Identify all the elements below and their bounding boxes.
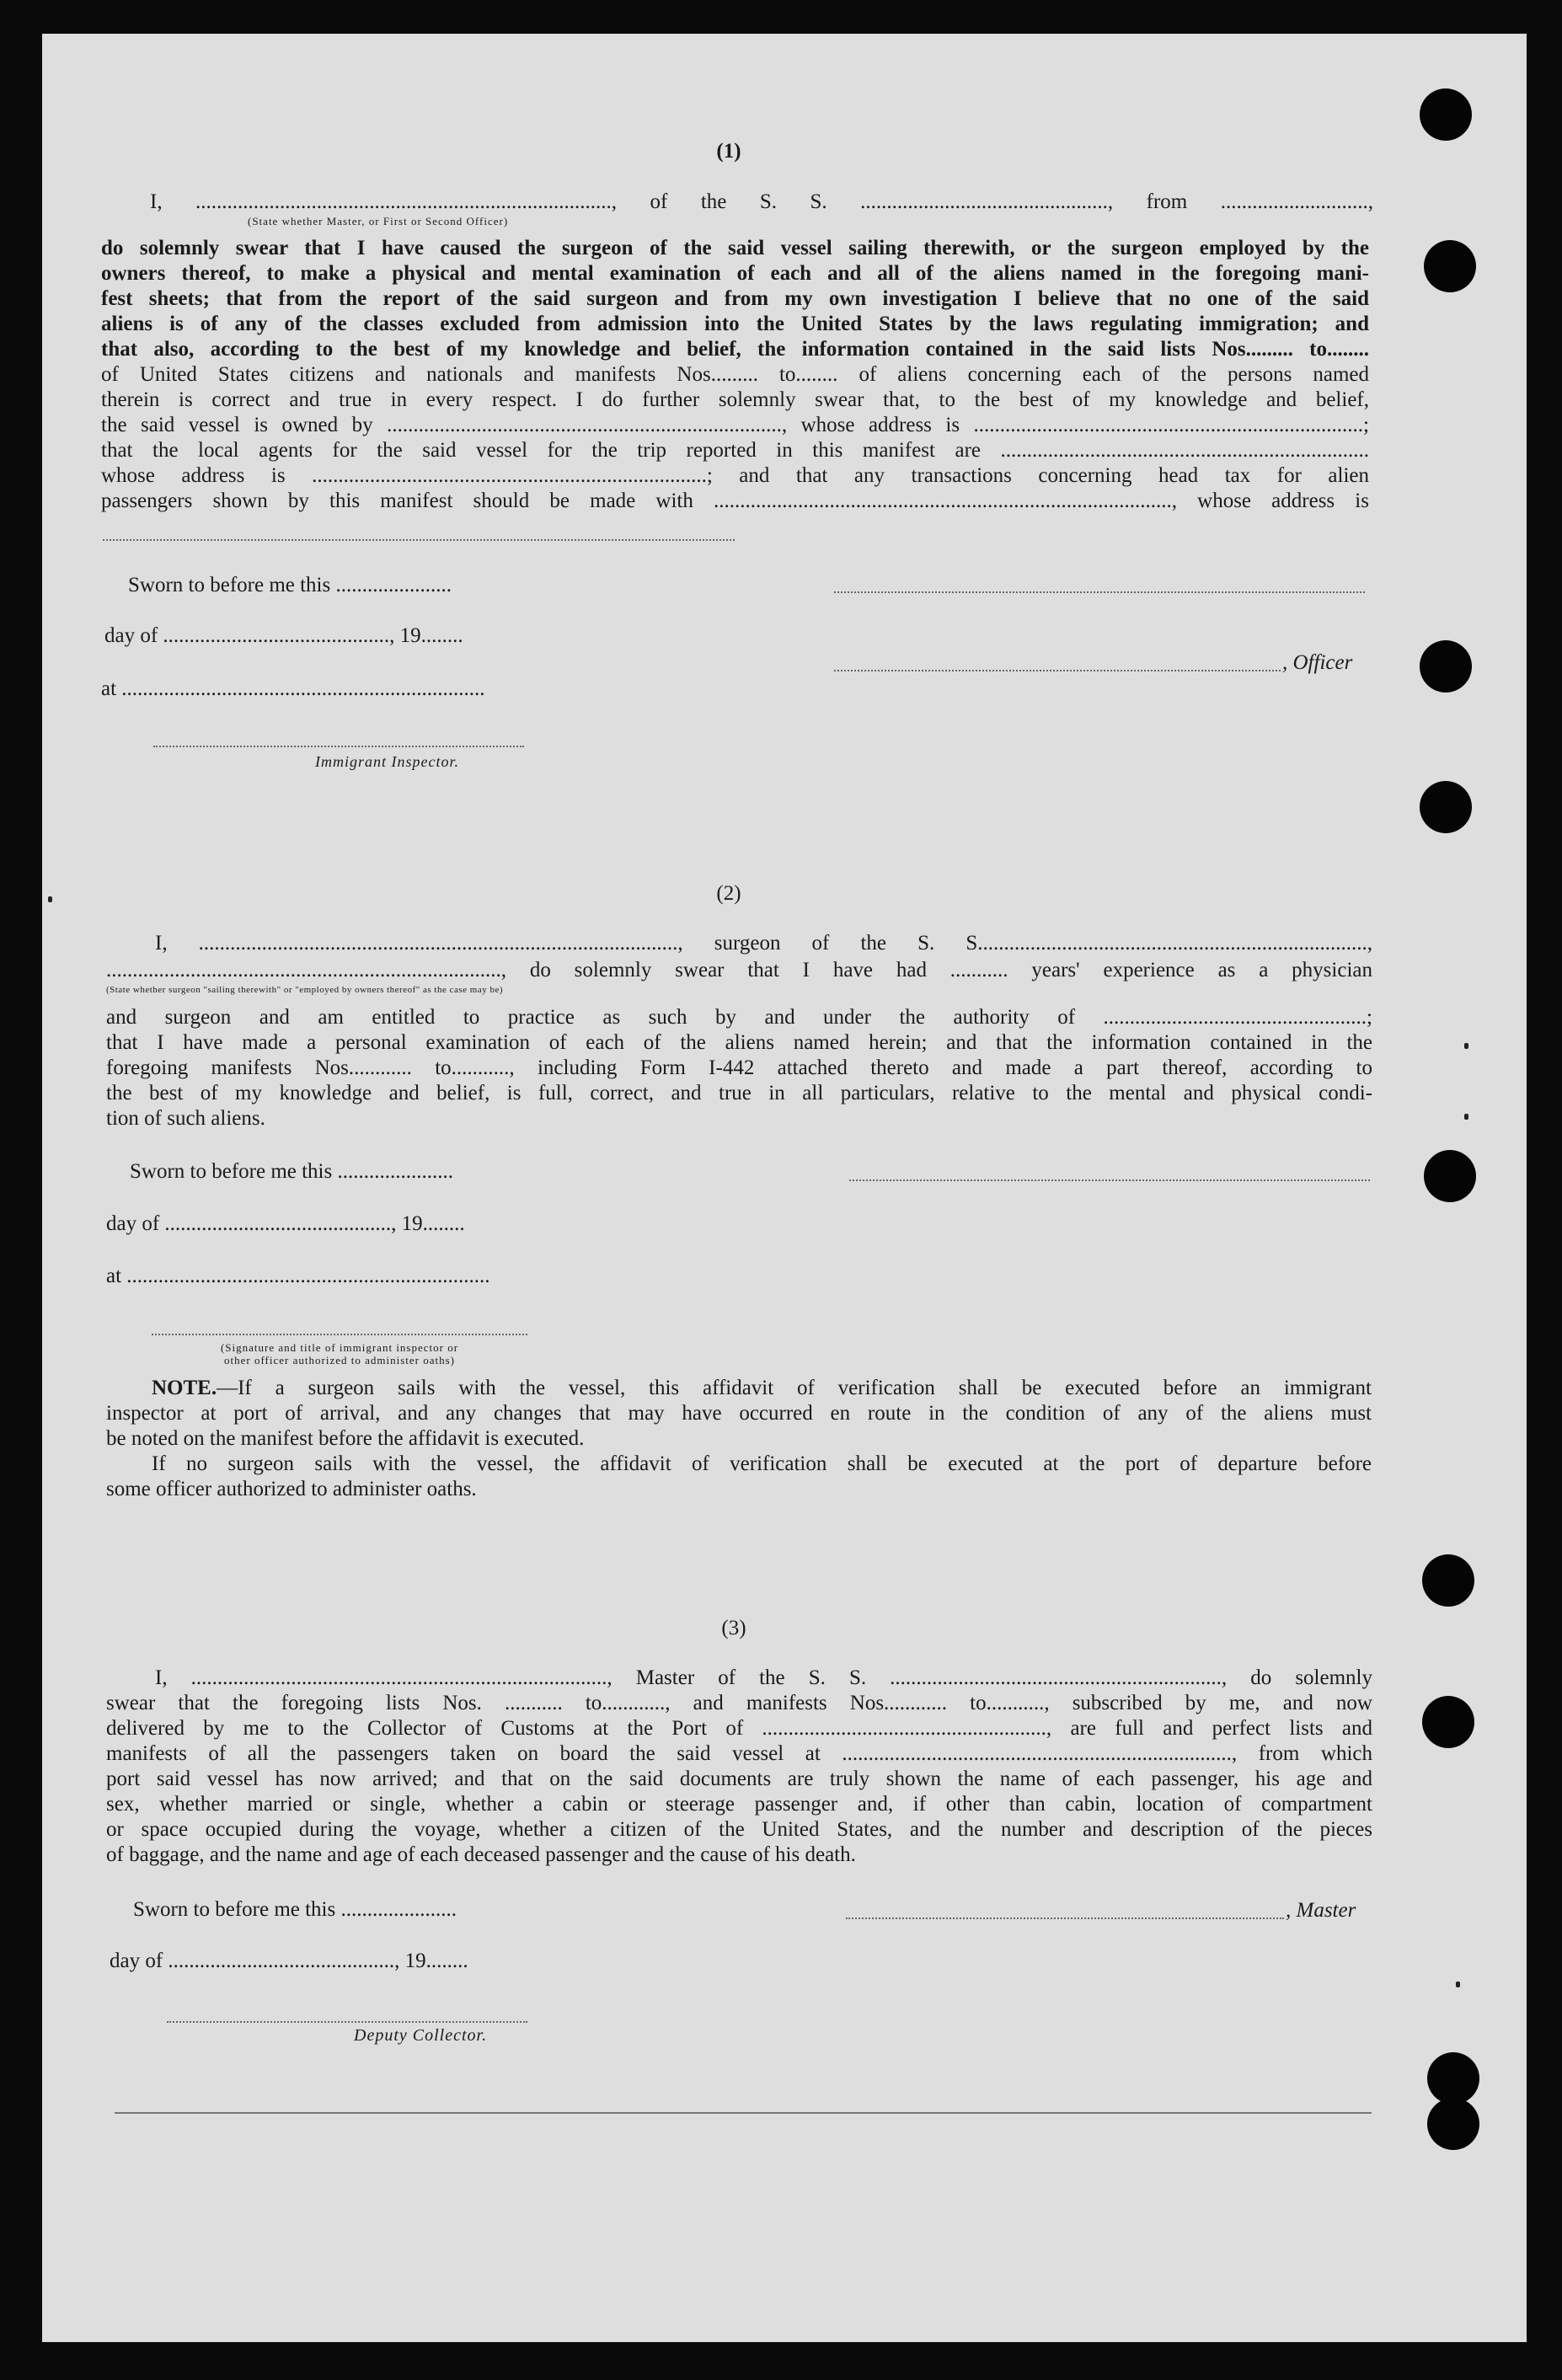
punch-hole	[1424, 240, 1476, 292]
bottom-rule	[115, 2112, 1372, 2114]
section-3-body	[106, 1666, 1372, 1868]
s2-line: that I have made a personal examination of each of the aliens named herein; and that the information contained in the	[106, 1031, 1372, 1054]
s2-note-line: inspector at port of arrival, and any changes that may have occurred en route in the condition of any of the aliens must	[106, 1402, 1372, 1425]
section-2-line1: I, ..........................................................................................., surgeon of the S. S..........................................................................,	[155, 932, 1372, 955]
section-1-line1: I, ..............................................................................., of the S. S. ..............................................., from ............................,	[150, 190, 1373, 213]
s3-master-line	[846, 1917, 1284, 1919]
section-2-line2: ..........................................................................., do solemnly swear that I have had ........... years' experience as a physician	[106, 959, 1372, 981]
s2-line: the best of my knowledge and belief, is full, correct, and true in all particulars, relative to the mental and physical condi-	[106, 1082, 1372, 1104]
punch-hole	[1420, 781, 1472, 833]
s1-inspector-line	[153, 746, 524, 747]
s2-line: and surgeon and am entitled to practice as such by and under the authority of ..................................................;	[106, 1006, 1372, 1029]
s3-master-label: , Master	[1286, 1899, 1356, 1922]
speck	[48, 896, 52, 902]
s2-signature-line	[849, 1179, 1370, 1181]
s2-sig-caption	[152, 1341, 527, 1366]
s3-line: or space occupied during the voyage, whether a citizen of the United States, and the number and description of the pieces	[106, 1818, 1372, 1841]
s1-line: owners thereof, to make a physical and mental examination of each and all of the aliens named in the foregoing mani-	[101, 262, 1369, 285]
s1-line: aliens is of any of the classes excluded from admission into the United States by the laws regulating immigration; and	[101, 313, 1369, 335]
punch-hole	[1420, 640, 1472, 693]
section-3-number: (3)	[721, 1617, 746, 1639]
s3-line: manifests of all the passengers taken on board the said vessel at .........................................................................., from which	[106, 1742, 1372, 1765]
s3-sworn: Sworn to before me this ......................	[133, 1898, 457, 1921]
s1-line: the said vessel is owned by ..........................................................................., whose address is ..........................................................................;	[101, 414, 1369, 436]
speck	[1456, 1982, 1460, 1987]
s3-collector-label: Deputy Collector.	[354, 2026, 488, 2045]
s3-line: swear that the foregoing lists Nos. ........... to............, and manifests Nos............ to..........., subscribed by me, and now	[106, 1692, 1372, 1714]
s2-note-line: be noted on the manifest before the affidavit is executed.	[106, 1427, 585, 1450]
s2-inspector-line	[152, 1334, 527, 1335]
s1-inspector-label: Immigrant Inspector.	[315, 753, 459, 770]
s2-note-line	[106, 1376, 1372, 1401]
section-1-body	[101, 236, 1369, 514]
note-text: —If a surgeon sails with the vessel, this affidavit of verification shall be executed before an immigrant	[217, 1377, 1372, 1399]
s2-note-line: some officer authorized to administer oaths.	[106, 1478, 477, 1500]
punch-hole	[1427, 2098, 1479, 2150]
section-2-body	[106, 1005, 1372, 1131]
punch-hole	[1424, 1150, 1476, 1202]
s1-line: of United States citizens and nationals and manifests Nos......... to........ of aliens concerning each of the persons named	[101, 363, 1369, 386]
speck	[1464, 1043, 1468, 1049]
s2-note	[106, 1376, 1372, 1502]
s1-line: do solemnly swear that I have caused the surgeon of the said vessel sailing therewith, or the surgeon employed by the	[101, 237, 1369, 259]
s1-day: day of ..........................................., 19........	[104, 624, 463, 647]
s3-line: of baggage, and the name and age of each deceased passenger and the cause of his death.	[106, 1843, 856, 1866]
speck	[1464, 1114, 1468, 1120]
punch-hole	[1422, 1696, 1474, 1748]
s2-day: day of ..........................................., 19........	[106, 1212, 465, 1235]
s2-note-line: If no surgeon sails with the vessel, the affidavit of verification shall be executed at the port of departure before	[152, 1452, 1372, 1475]
s2-sig-caption-line: (Signature and title of immigrant inspector or	[220, 1341, 459, 1354]
s2-sworn: Sworn to before me this ......................	[130, 1160, 453, 1183]
s1-line: that the local agents for the said vessel for the trip reported in this manifest are ......................................................................	[101, 439, 1369, 462]
section-2-number: (2)	[716, 882, 741, 905]
s1-officer-label: , Officer	[1282, 651, 1353, 674]
punch-hole	[1422, 1554, 1474, 1607]
s1-line: passengers shown by this manifest should be made with ......................................................................................., whose address is	[101, 489, 1369, 512]
s3-day: day of ..........................................., 19........	[110, 1949, 468, 1972]
s1-officer-line	[834, 670, 1281, 671]
s1-continuation-line	[103, 539, 735, 541]
s3-collector-line	[167, 2021, 527, 2023]
s3-line: I, ..............................................................................., Master of the S. S. ..............................................................., do solemnly	[155, 1666, 1372, 1689]
punch-hole	[1427, 2052, 1479, 2105]
s2-line: tion of such aliens.	[106, 1107, 265, 1130]
s1-at: at .....................................................................	[101, 677, 485, 700]
s2-at: at .....................................................................	[106, 1265, 490, 1287]
s1-line: therein is correct and true in every respect. I do further solemnly swear that, to the best of my knowledge and belief,	[101, 388, 1369, 411]
s1-signature-line	[834, 591, 1365, 593]
s2-line: foregoing manifests Nos............ to..........., including Form I-442 attached thereto and made a part thereof, according to	[106, 1056, 1372, 1079]
s1-line: that also, according to the best of my knowledge and belief, the information contained in the said lists Nos......... to........	[101, 338, 1369, 361]
s3-line: delivered by me to the Collector of Customs at the Port of ......................................................, are full and perfect lists and	[106, 1717, 1372, 1740]
note-label: NOTE.	[152, 1377, 217, 1399]
punch-hole	[1420, 88, 1472, 141]
s1-sworn: Sworn to before me this ......................	[128, 574, 452, 596]
section-1-number: (1)	[716, 140, 741, 163]
s2-sig-caption-line: other officer authorized to administer oaths)	[224, 1354, 455, 1366]
s1-line: fest sheets; that from the report of the said surgeon and from my own investigation I believe that no one of the said	[101, 287, 1369, 310]
section-1-caption: (State whether Master, or First or Second Officer)	[248, 215, 509, 227]
s3-line: sex, whether married or single, whether a cabin or steerage passenger and, if other than cabin, location of compartment	[106, 1793, 1372, 1816]
s1-line: whose address is ...........................................................................; and that any transactions concerning head tax for alien	[101, 464, 1369, 487]
s3-line: port said vessel has now arrived; and that on the said documents are truly shown the name of each passenger, his age and	[106, 1768, 1372, 1790]
section-2-caption: (State whether surgeon "sailing therewith" or "employed by owners thereof" as the case may be)	[106, 985, 504, 995]
